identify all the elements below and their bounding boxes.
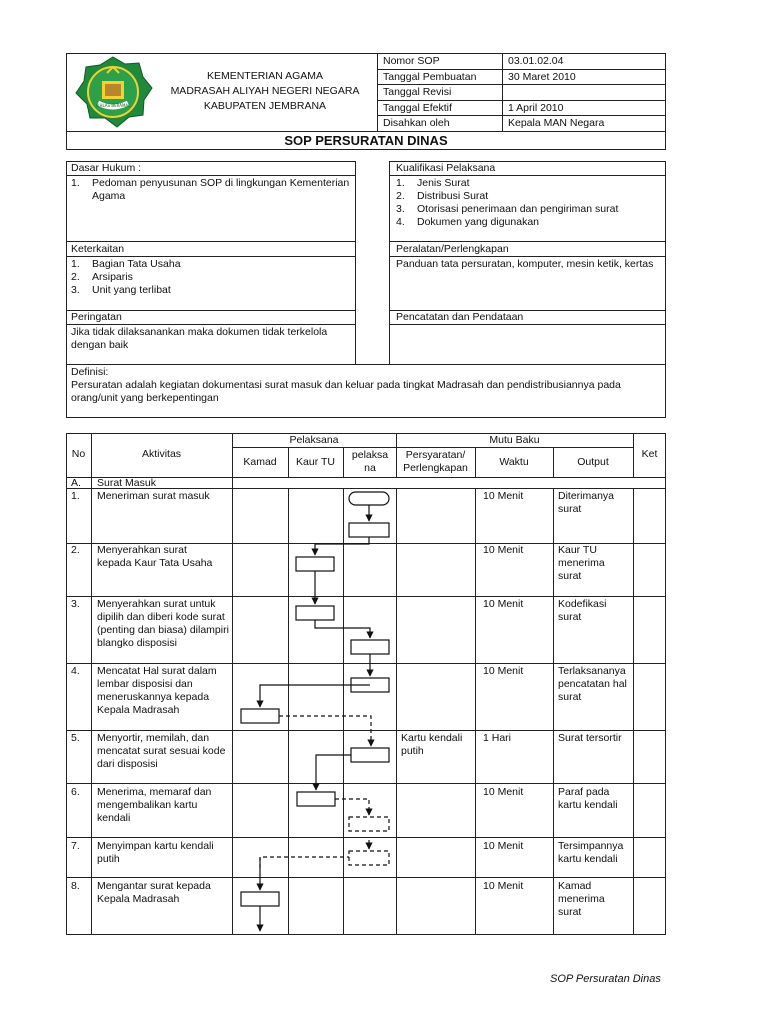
org-line-2: MADRASAH ALIYAH NEGERI NEGARA (170, 85, 360, 97)
row-7-waktu: 10 Menit (483, 840, 524, 852)
ministry-logo (72, 55, 154, 129)
row-3-aktivitas: Menyerahkan surat untuk dipilih dan diberi kode surat (penting dan biasa) dilampiri blangko disposisi (97, 598, 229, 649)
row-6-aktivitas: Menerima, memaraf dan mengembalikan kartu kendali (97, 786, 212, 824)
header-kaur-tu: Kaur TU (296, 456, 335, 468)
footer-text: SOP Persuratan Dinas (550, 973, 661, 985)
kualifikasi-item-4: Dokumen yang digunakan (417, 216, 540, 228)
row-5-no: 5. (71, 732, 80, 744)
header-persyaratan: Persyaratan/ Perlengkapan (403, 449, 468, 474)
dasar-hukum-item: Pedoman penyusunan SOP di lingkungan Kementerian Agama (92, 177, 350, 202)
row-1-output: Diterimanya surat (558, 490, 615, 515)
peringatan-title: Peringatan (71, 311, 122, 323)
meta-label-nomor: Nomor SOP (383, 55, 440, 67)
definisi-title: Definisi: (71, 366, 109, 378)
meta-label-efektif: Tanggal Efektif (383, 102, 452, 114)
header-output: Output (577, 456, 609, 468)
row-2-output: Kaur TU menerima surat (558, 544, 605, 582)
row-6-no: 6. (71, 786, 80, 798)
meta-value-pembuatan: 30 Maret 2010 (508, 71, 576, 83)
meta-label-revisi: Tanggal Revisi (383, 86, 452, 98)
header-ket: Ket (641, 448, 658, 460)
peralatan-title: Peralatan/Perlengkapan (396, 243, 509, 255)
row-1-aktivitas: Meneriman surat masuk (97, 490, 210, 502)
org-line-3: KABUPATEN JEMBRANA (203, 100, 327, 112)
row-5-waktu: 1 Hari (483, 732, 512, 744)
header-pelaksana: Pelaksana (289, 434, 339, 446)
meta-label-disahkan: Disahkan oleh (383, 117, 450, 129)
kualifikasi-item-2: Distribusi Surat (417, 190, 489, 202)
row-7-output: Tersimpannya kartu kendali (558, 840, 624, 865)
meta-label-pembuatan: Tanggal Pembuatan (383, 71, 477, 83)
row-5-persyaratan: Kartu kendali putih (401, 732, 463, 757)
header-divider (377, 53, 378, 131)
meta-value-disahkan: Kepala MAN Negara (508, 117, 605, 129)
header-pelaksana-col: pelaksa na (351, 449, 389, 474)
row-8-aktivitas: Mengantar surat kepada Kepala Madrasah (97, 880, 211, 905)
row-4-aktivitas: Mencatat Hal surat dalam lembar disposisi dan meneruskannya kepada Kepala Madrasah (97, 665, 217, 716)
header-kamad: Kamad (243, 456, 277, 468)
row-6-output: Paraf pada kartu kendali (558, 786, 618, 811)
meta-value-nomor: 03.01.02.04 (508, 55, 564, 67)
row-8-output: Kamad menerima surat (558, 880, 605, 918)
row-4-waktu: 10 Menit (483, 665, 524, 677)
row-8-no: 8. (71, 880, 80, 892)
row-1-no: 1. (71, 490, 80, 502)
pencatatan-title: Pencatatan dan Pendataan (396, 311, 524, 323)
row-8-waktu: 10 Menit (483, 880, 524, 892)
kualifikasi-title: Kualifikasi Pelaksana (396, 162, 496, 174)
meta-value-efektif: 1 April 2010 (508, 102, 564, 114)
row-3-output: Kodefikasi surat (558, 598, 607, 623)
keterkaitan-title: Keterkaitan (71, 243, 125, 255)
kualifikasi-item-1: Jenis Surat (417, 177, 470, 189)
row-2-no: 2. (71, 544, 80, 556)
row-7-aktivitas: Menyimpan kartu kendali putih (97, 840, 214, 865)
header-no: No (71, 448, 86, 460)
row-3-no: 3. (71, 598, 80, 610)
header-aktivitas: Aktivitas (141, 448, 182, 460)
section-label: Surat Masuk (97, 477, 156, 489)
section-no: A. (71, 477, 81, 489)
keterkaitan-item-1: Bagian Tata Usaha (92, 258, 181, 270)
row-2-waktu: 10 Menit (483, 544, 524, 556)
row-5-aktivitas: Menyortir, memilah, dan mencatat surat sesuai kode dari disposisi (97, 732, 226, 770)
dasar-hukum-num: 1. (71, 177, 80, 189)
keterkaitan-item-2: Arsiparis (92, 271, 133, 283)
peralatan-text: Panduan tata persuratan, komputer, mesin ketik, kertas (396, 258, 654, 270)
page-title: SOP PERSURATAN DINAS (284, 133, 448, 148)
logo-text: IKHLAS BERAMAL (95, 103, 131, 108)
row-4-output: Terlaksananya pencatatan hal surat (558, 665, 627, 703)
header-mutu-baku: Mutu Baku (489, 434, 540, 446)
header-meta-divider (502, 53, 503, 131)
keterkaitan-item-3: Unit yang terlibat (92, 284, 171, 296)
row-5-output: Surat tersortir (558, 732, 622, 744)
dasar-hukum-title: Dasar Hukum : (71, 162, 142, 174)
row-6-waktu: 10 Menit (483, 786, 524, 798)
definisi-text: Persuratan adalah kegiatan dokumentasi surat masuk dan keluar pada tingkat Madrasah dan pendistribusiannya pada orang/unit yang berkepentingan (71, 379, 621, 404)
kualifikasi-item-3: Otorisasi penerimaan dan pengiriman surat (417, 203, 619, 215)
header-waktu: Waktu (499, 456, 529, 468)
row-7-no: 7. (71, 840, 80, 852)
row-3-waktu: 10 Menit (483, 598, 524, 610)
row-1-waktu: 10 Menit (483, 490, 524, 502)
row-4-no: 4. (71, 665, 80, 677)
peringatan-text: Jika tidak dilaksanankan maka dokumen tidak terkelola dengan baik (71, 326, 328, 351)
org-line-1: KEMENTERIAN AGAMA (206, 70, 324, 82)
row-2-aktivitas: Menyerahkan surat kepada Kaur Tata Usaha (97, 544, 213, 569)
